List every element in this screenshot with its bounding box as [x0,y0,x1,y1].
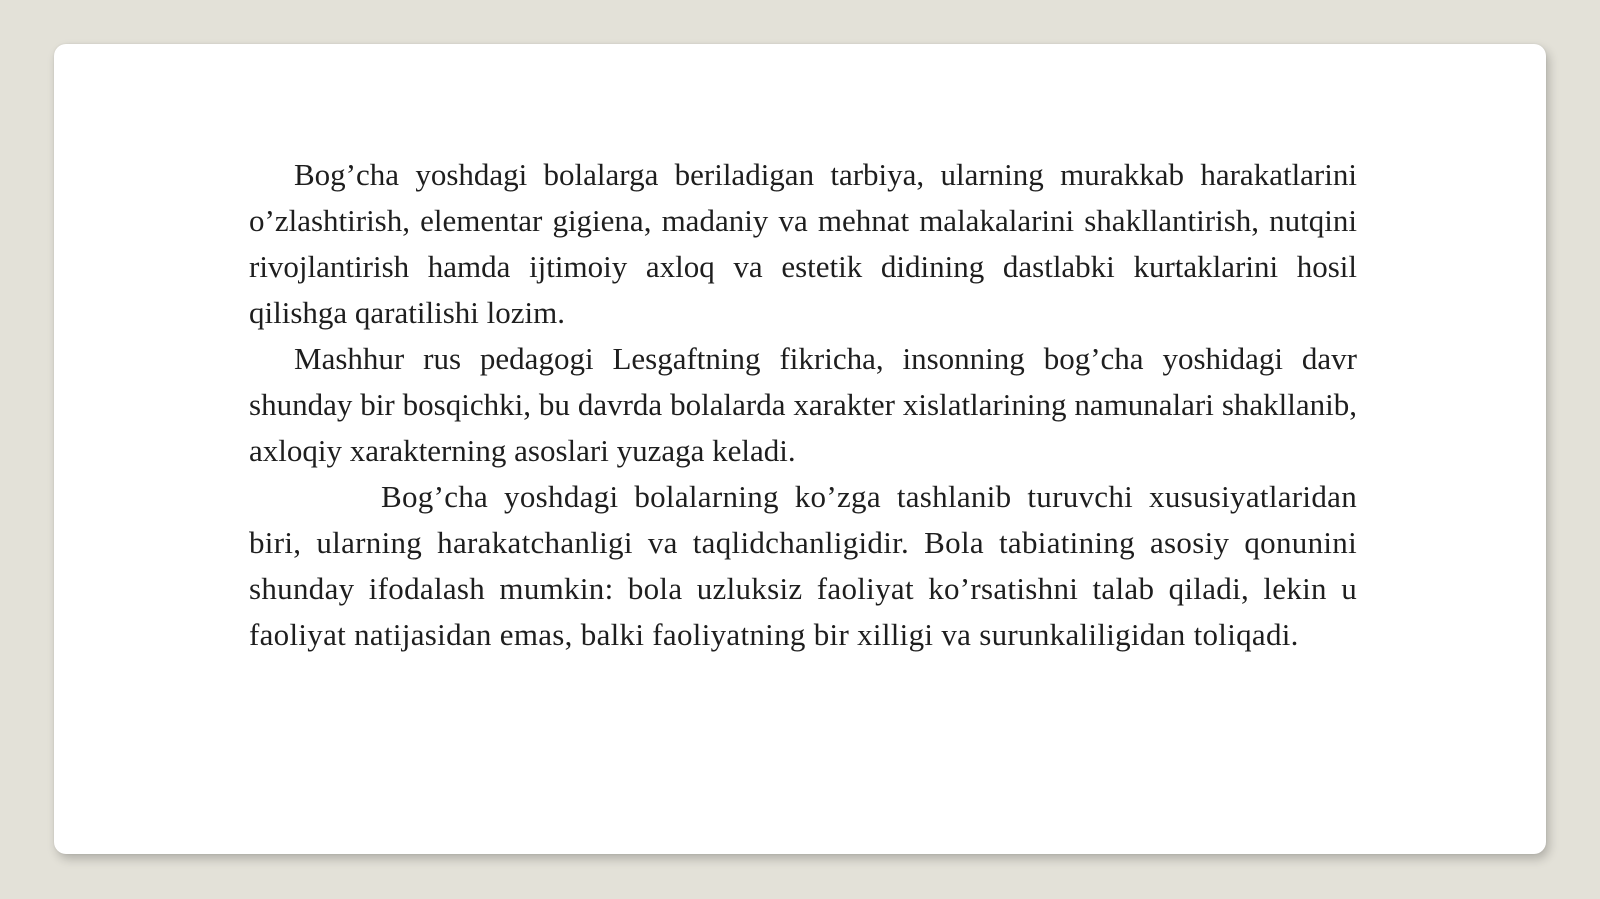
slide-text-body [249,152,1357,658]
paragraph-3: Bog’cha yoshdagi bolalarning ko’zga tashlanib turuvchi xususiyatlaridan biri, ularning harakatchanligi va taqlidchanligidir. Bola tabiatining asosiy qonunini shunday ifodalash mumkin: bola uzluksiz faoliyat ko’rsatishni talab qiladi, lekin u faoliyat natijasidan emas, balki faoliyatning bir xilligi va surunkaliligidan toliqadi. [249,479,1357,652]
paragraph-2: Mashhur rus pedagogi Lesgaftning fikricha, insonning bog’cha yoshidagi davr shunday bir bosqichki, bu davrda bolalarda xarakter xislatlarining namunalari shakllanib, axloqiy xarakterning asoslari yuzaga keladi. [249,341,1357,468]
paragraph-1: Bog’cha yoshdagi bolalarga beriladigan tarbiya, ularning murakkab harakatlarini o’zlashtirish, elementar gigiena, madaniy va mehnat malakalarini shakllantirish, nutqini rivojlantirish hamda ijtimoiy axloq va estetik didining dastlabki kurtaklarini hosil qilishga qaratilishi lozim. [249,157,1357,330]
